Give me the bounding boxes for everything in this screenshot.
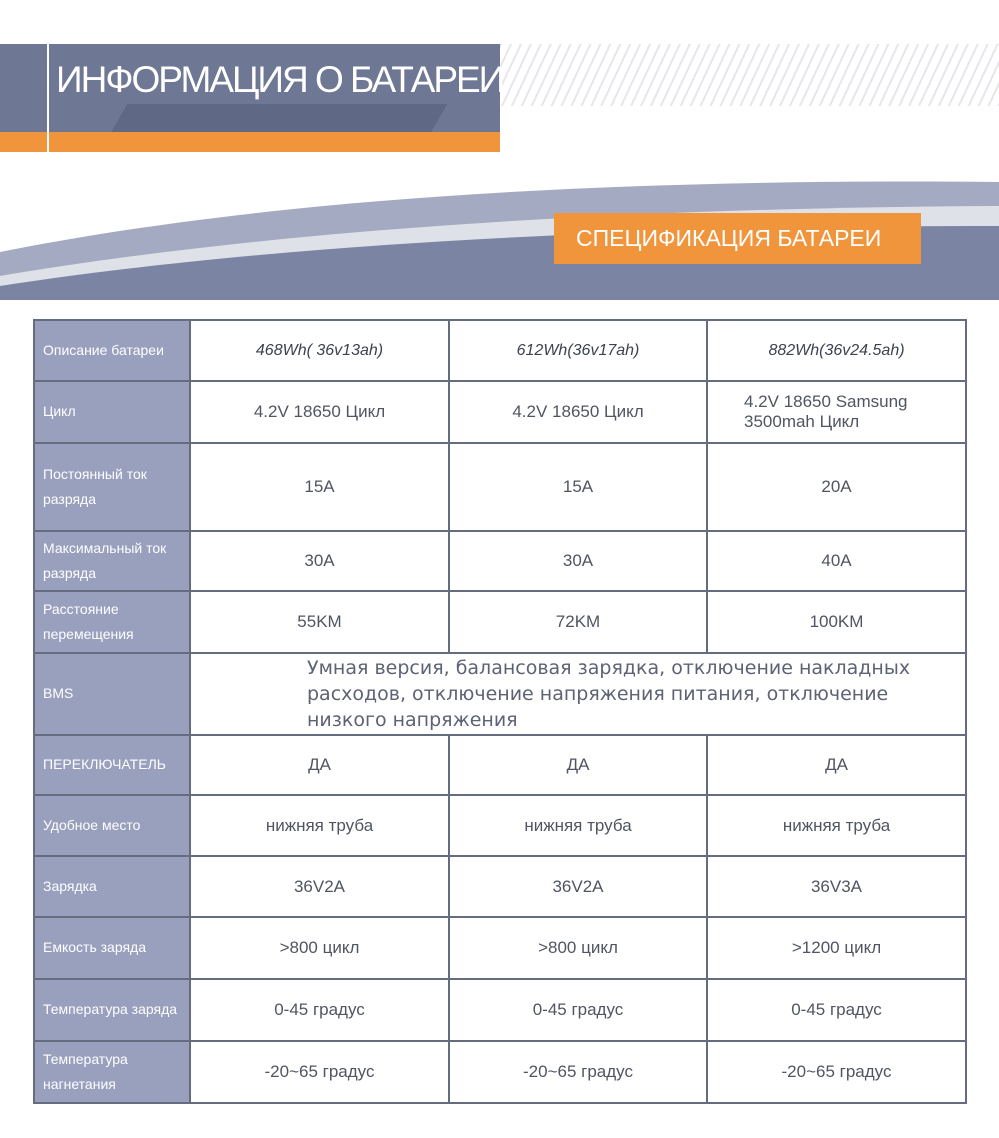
- row-label: Удобное место: [34, 795, 190, 856]
- table-cell: 20A: [707, 443, 966, 531]
- table-cell: 30A: [449, 531, 707, 591]
- page-title: ИНФОРМАЦИЯ О БАТАРЕИ: [56, 59, 504, 100]
- table-row: [34, 1041, 966, 1103]
- table-cell: ДА: [449, 735, 707, 795]
- row-label: Цикл: [34, 381, 190, 443]
- table-cell: 36V2A: [449, 856, 707, 917]
- table-row: [34, 856, 966, 917]
- table-row: [34, 591, 966, 653]
- table-cell: 0-45 градус: [707, 979, 966, 1041]
- table-cell: 40A: [707, 531, 966, 591]
- header-accent-bar: [0, 132, 500, 152]
- table-cell: >1200 цикл: [707, 917, 966, 979]
- table-row: [34, 917, 966, 979]
- table-cell: 4.2V 18650 Цикл: [190, 381, 449, 443]
- table-cell: 36V2A: [190, 856, 449, 917]
- row-label: Максимальный ток разряда: [34, 531, 190, 591]
- row-label: Температура заряда: [34, 979, 190, 1041]
- header-divider: [47, 44, 49, 152]
- row-label: ПЕРЕКЛЮЧАТЕЛЬ: [34, 735, 190, 795]
- table-row: [34, 531, 966, 591]
- table-cell: 15A: [190, 443, 449, 531]
- spec-table: [33, 319, 967, 1104]
- table-cell: нижняя труба: [449, 795, 707, 856]
- row-label: BMS: [34, 653, 190, 735]
- table-row: [34, 443, 966, 531]
- table-cell: 4.2V 18650 Samsung 3500mah Цикл: [707, 381, 966, 443]
- table-cell: 30A: [190, 531, 449, 591]
- table-cell: -20~65 градус: [449, 1041, 707, 1103]
- column-header: 882Wh(36v24.5ah): [707, 320, 966, 381]
- table-cell: -20~65 градус: [707, 1041, 966, 1103]
- table-cell: ДА: [190, 735, 449, 795]
- column-header: 468Wh( 36v13ah): [190, 320, 449, 381]
- table-cell: 36V3A: [707, 856, 966, 917]
- table-cell: 4.2V 18650 Цикл: [449, 381, 707, 443]
- table-row: [34, 653, 966, 735]
- row-label: Описание батареи: [34, 320, 190, 381]
- table-row: [34, 381, 966, 443]
- table-cell: 72KM: [449, 591, 707, 653]
- table-row: [34, 979, 966, 1041]
- table-cell: 0-45 градус: [449, 979, 707, 1041]
- table-cell: -20~65 градус: [190, 1041, 449, 1103]
- row-label: Зарядка: [34, 856, 190, 917]
- row-label: Температура нагнетания: [34, 1041, 190, 1103]
- spec-badge: СПЕЦИФИКАЦИЯ БАТАРЕИ: [554, 213, 921, 264]
- column-header: 612Wh(36v17ah): [449, 320, 707, 381]
- table-row: [34, 795, 966, 856]
- table-cell: 15A: [449, 443, 707, 531]
- row-label: Постоянный ток разряда: [34, 443, 190, 531]
- table-cell: нижняя труба: [707, 795, 966, 856]
- table-cell: 0-45 градус: [190, 979, 449, 1041]
- bms-description: Умная версия, балансовая зарядка, отключение накладных расходов, отключение напряжения питания, отключение низкого напряжения: [190, 653, 966, 735]
- table-cell: нижняя труба: [190, 795, 449, 856]
- table-cell: 55KM: [190, 591, 449, 653]
- row-label: Емкость заряда: [34, 917, 190, 979]
- table-cell: 100KM: [707, 591, 966, 653]
- header-stripes: [500, 44, 999, 106]
- table-cell: >800 цикл: [449, 917, 707, 979]
- table-row: [34, 735, 966, 795]
- table-cell: ДА: [707, 735, 966, 795]
- table-cell: >800 цикл: [190, 917, 449, 979]
- row-label: Расстояние перемещения: [34, 591, 190, 653]
- table-header-row: [34, 320, 966, 381]
